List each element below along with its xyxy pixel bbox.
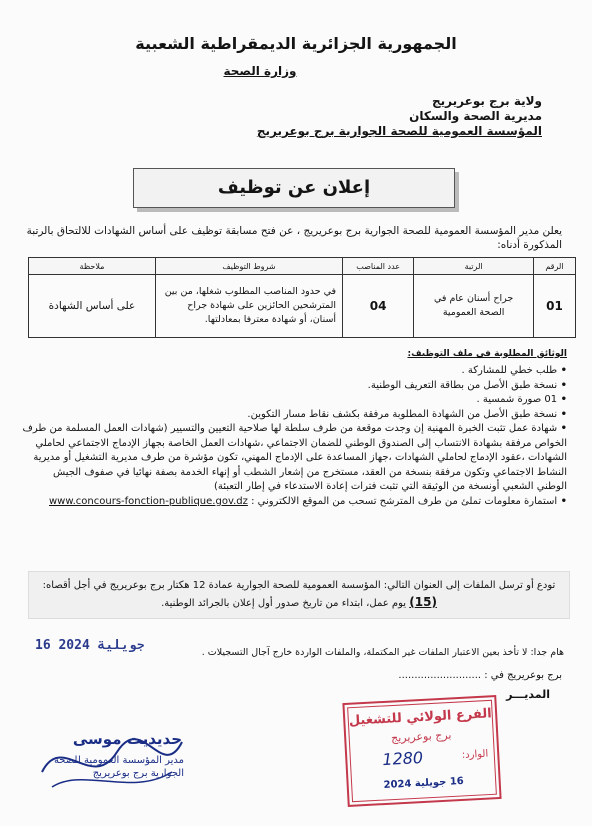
important-note: هام جدا: لا تأخذ بعين الاعتبار الملفات غير المكتملة، والملفات الواردة خارج آجال التسجيلات . — [201, 647, 564, 658]
stamp-title: الفرع الولائي للتشغيل — [348, 706, 492, 729]
republic-header: الجمهورية الجزائرية الديمقراطية الشعبية — [135, 34, 457, 53]
list-item — [22, 495, 567, 510]
header-notes: ملاحظة — [29, 258, 156, 275]
stamp-city: برج بوعريريج — [390, 728, 452, 745]
table-header-row — [29, 258, 576, 275]
header-num: الرقم — [533, 258, 575, 275]
institution-name: المؤسسة العمومية للصحة الجوارية برج بوعريريج — [256, 124, 542, 138]
ministry-header: وزارة الصحة — [223, 64, 297, 78]
cell-notes: على أساس الشهادة — [29, 275, 156, 338]
table-row — [29, 275, 576, 338]
delivery-address: تودع أو ترسل الملفات إلى العنوان التالي: المؤسسة العمومية للصحة الجوارية عمادة 12 هكتار برج بوعريريج في أجل أقصاه: — [42, 580, 556, 591]
list-item: • شهادة عمل تثبت الخبرة المهنية إن وجدت موقعة من طرف سلطة لها صلاحية التعيين والتسيير (شهادات العمل المسلمة من طرف الخواص مرفقة بشهادة الانتساب إلى الصندوق الوطني للضمان الاجتماعي ،شهادات العمل الخاصة بجهاز الإدماج الاجتماعي لحاملي الشهادات ،عقود الإدماج لحاملي الشهادات ،جهاز المساعدة على الإدماج المهني، تكون مؤشرة من طرف مديرية التشغيل أو مديرية النشاط الاجتماعي وتكون مرفقة بنسخة من العقد، مستخرج من إشعار الشطب أو إنهاء الخدمة بصفة نهائيا في صفوف الجيش الوطني الشعبي أونسخة من الوثيقة التي تثبت فترات إعادة الاستدعاء في إطار التعبئة) — [22, 422, 567, 495]
directorate-name: مديرية الصحة والسكان — [409, 109, 542, 123]
form-label: استمارة معلومات تملئ من طرف المترشح تسحب من الموقع الالكتروني : — [251, 495, 558, 507]
header-grade: الرتبة — [414, 258, 534, 275]
cell-conditions: في حدود المناصب المطلوب شغلها، من بين المترشحين الحائزين على شهادة جراح أسنان، أو شهادة معترفا بمعادلتها. — [155, 275, 342, 338]
signature-role: مدير المؤسسة العمومية للصحة الجوارية برج بوعريريج — [53, 755, 184, 779]
director-signature — [22, 712, 192, 807]
announcement-title: إعلان عن توظيف — [133, 168, 455, 208]
cell-grade: جراح أسنان عام في الصحة العمومية — [414, 275, 534, 338]
list-item: • نسخة طبق الأصل من الشهادة المطلوبة مرفقة بكشف نقاط مسار التكوين. — [22, 408, 567, 423]
documents-list — [22, 364, 567, 509]
director-label: المديـــر — [506, 688, 550, 701]
deadline-days: (15) — [409, 595, 437, 609]
stamp-number: 1280 — [381, 747, 424, 770]
signature-name: حديديت موسى — [72, 730, 182, 748]
cell-num: 01 — [533, 275, 575, 338]
handwritten-date: 16 جويلية 2024 — [35, 638, 145, 653]
intro-paragraph: يعلن مدير المؤسسة العمومية للصحة الجوارية برج بوعريريج ، عن فتح مسابقة توظيف على أساس الشهادات للالتحاق بالرتبة المذكورة أدناه: — [26, 225, 562, 251]
city-date-line: برج بوعريريج في : .......................... — [398, 670, 562, 681]
issuer-block — [257, 94, 542, 139]
documents-title: الوثائق المطلوبة في ملف التوظيف: — [407, 349, 567, 359]
delivery-box — [28, 571, 570, 619]
deadline-text: يوم عمل، ابتداء من تاريخ صدور أول إعلان بالجرائد الوطنية. — [161, 598, 407, 609]
employment-office-stamp — [339, 692, 505, 810]
stamp-in-label: الوارد: — [461, 748, 489, 761]
positions-table — [28, 257, 576, 338]
wilaya-name: ولاية برج بوعريريج — [432, 94, 542, 108]
header-posts: عدد المناصب — [343, 258, 414, 275]
delivery-deadline — [29, 594, 569, 612]
list-item: • نسخة طبق الأصل من بطاقة التعريف الوطنية. — [22, 379, 567, 394]
website-link[interactable]: www.concours-fonction-publique.gov.dz — [49, 495, 248, 507]
stamp-date: 16 جويلية 2024 — [383, 775, 465, 792]
header-conditions: شروط التوظيف — [155, 258, 342, 275]
list-item: • 01 صورة شمسية . — [22, 393, 567, 408]
cell-posts: 04 — [343, 275, 414, 338]
list-item: • طلب خطي للمشاركة . — [22, 364, 567, 379]
